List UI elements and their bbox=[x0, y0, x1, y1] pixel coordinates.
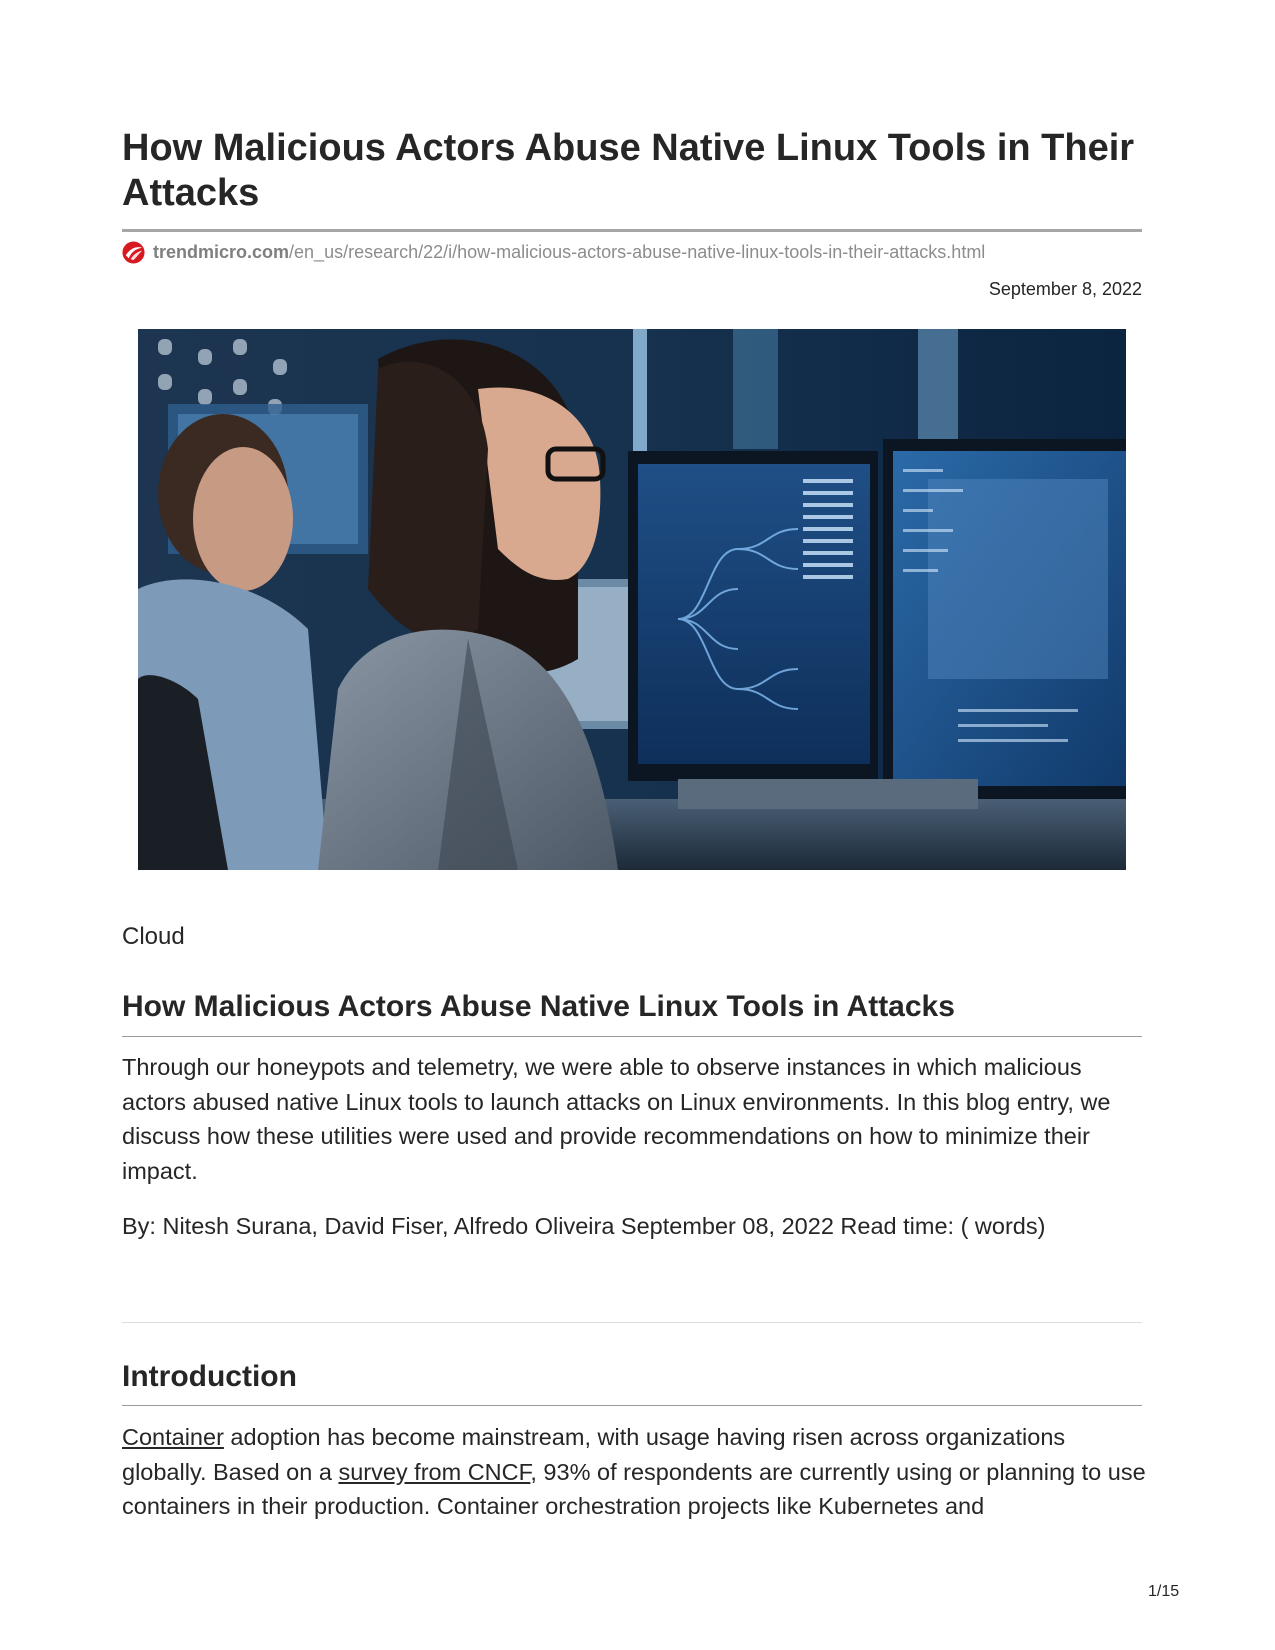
source-domain: trendmicro.com bbox=[153, 241, 290, 262]
section-divider bbox=[122, 1322, 1142, 1323]
article-byline: By: Nitesh Surana, David Fiser, Alfredo Oliveira September 08, 2022 Read time: ( words) bbox=[122, 1213, 1046, 1239]
source-path: /en_us/research/22/i/how-malicious-actors-abuse-native-linux-tools-in-their-attacks.html bbox=[289, 241, 986, 262]
container-link[interactable]: Container bbox=[122, 1424, 224, 1450]
source-url[interactable] bbox=[122, 240, 985, 264]
heading-divider bbox=[122, 1036, 1142, 1037]
introduction-paragraph bbox=[122, 1420, 1152, 1524]
category-label: Cloud bbox=[122, 923, 185, 950]
hero-image bbox=[138, 329, 1126, 870]
trend-micro-logo-icon bbox=[122, 241, 145, 264]
page-title: How Malicious Actors Abuse Native Linux Tools in Their Attacks bbox=[122, 127, 1135, 214]
introduction-text-1: adoption has become mainstream, with usage having risen across organizations globally. Based on a bbox=[122, 1424, 1066, 1485]
cncf-survey-link[interactable]: survey from CNCF bbox=[338, 1458, 531, 1485]
introduction-heading: Introduction bbox=[122, 1360, 297, 1393]
introduction-text-2: , 93% of respondents are currently using or planning to use containers in their production. Container orchestration projects like Kubernetes and bbox=[122, 1458, 1146, 1519]
introduction-divider bbox=[122, 1405, 1142, 1406]
page-number: 1/15 bbox=[1148, 1583, 1180, 1600]
publish-date: September 8, 2022 bbox=[988, 279, 1142, 299]
analyst-at-monitors-photo bbox=[138, 329, 1126, 870]
article-summary: Through our honeypots and telemetry, we were able to observe instances in which malicious actors abused native Linux tools to launch attacks on Linux environments. In this blog entry, we discuss how these utilities were used and provide recommendations on how to minimize their impact. bbox=[122, 1054, 1111, 1184]
article-heading: How Malicious Actors Abuse Native Linux Tools in Attacks bbox=[122, 990, 955, 1023]
title-divider bbox=[122, 229, 1142, 232]
